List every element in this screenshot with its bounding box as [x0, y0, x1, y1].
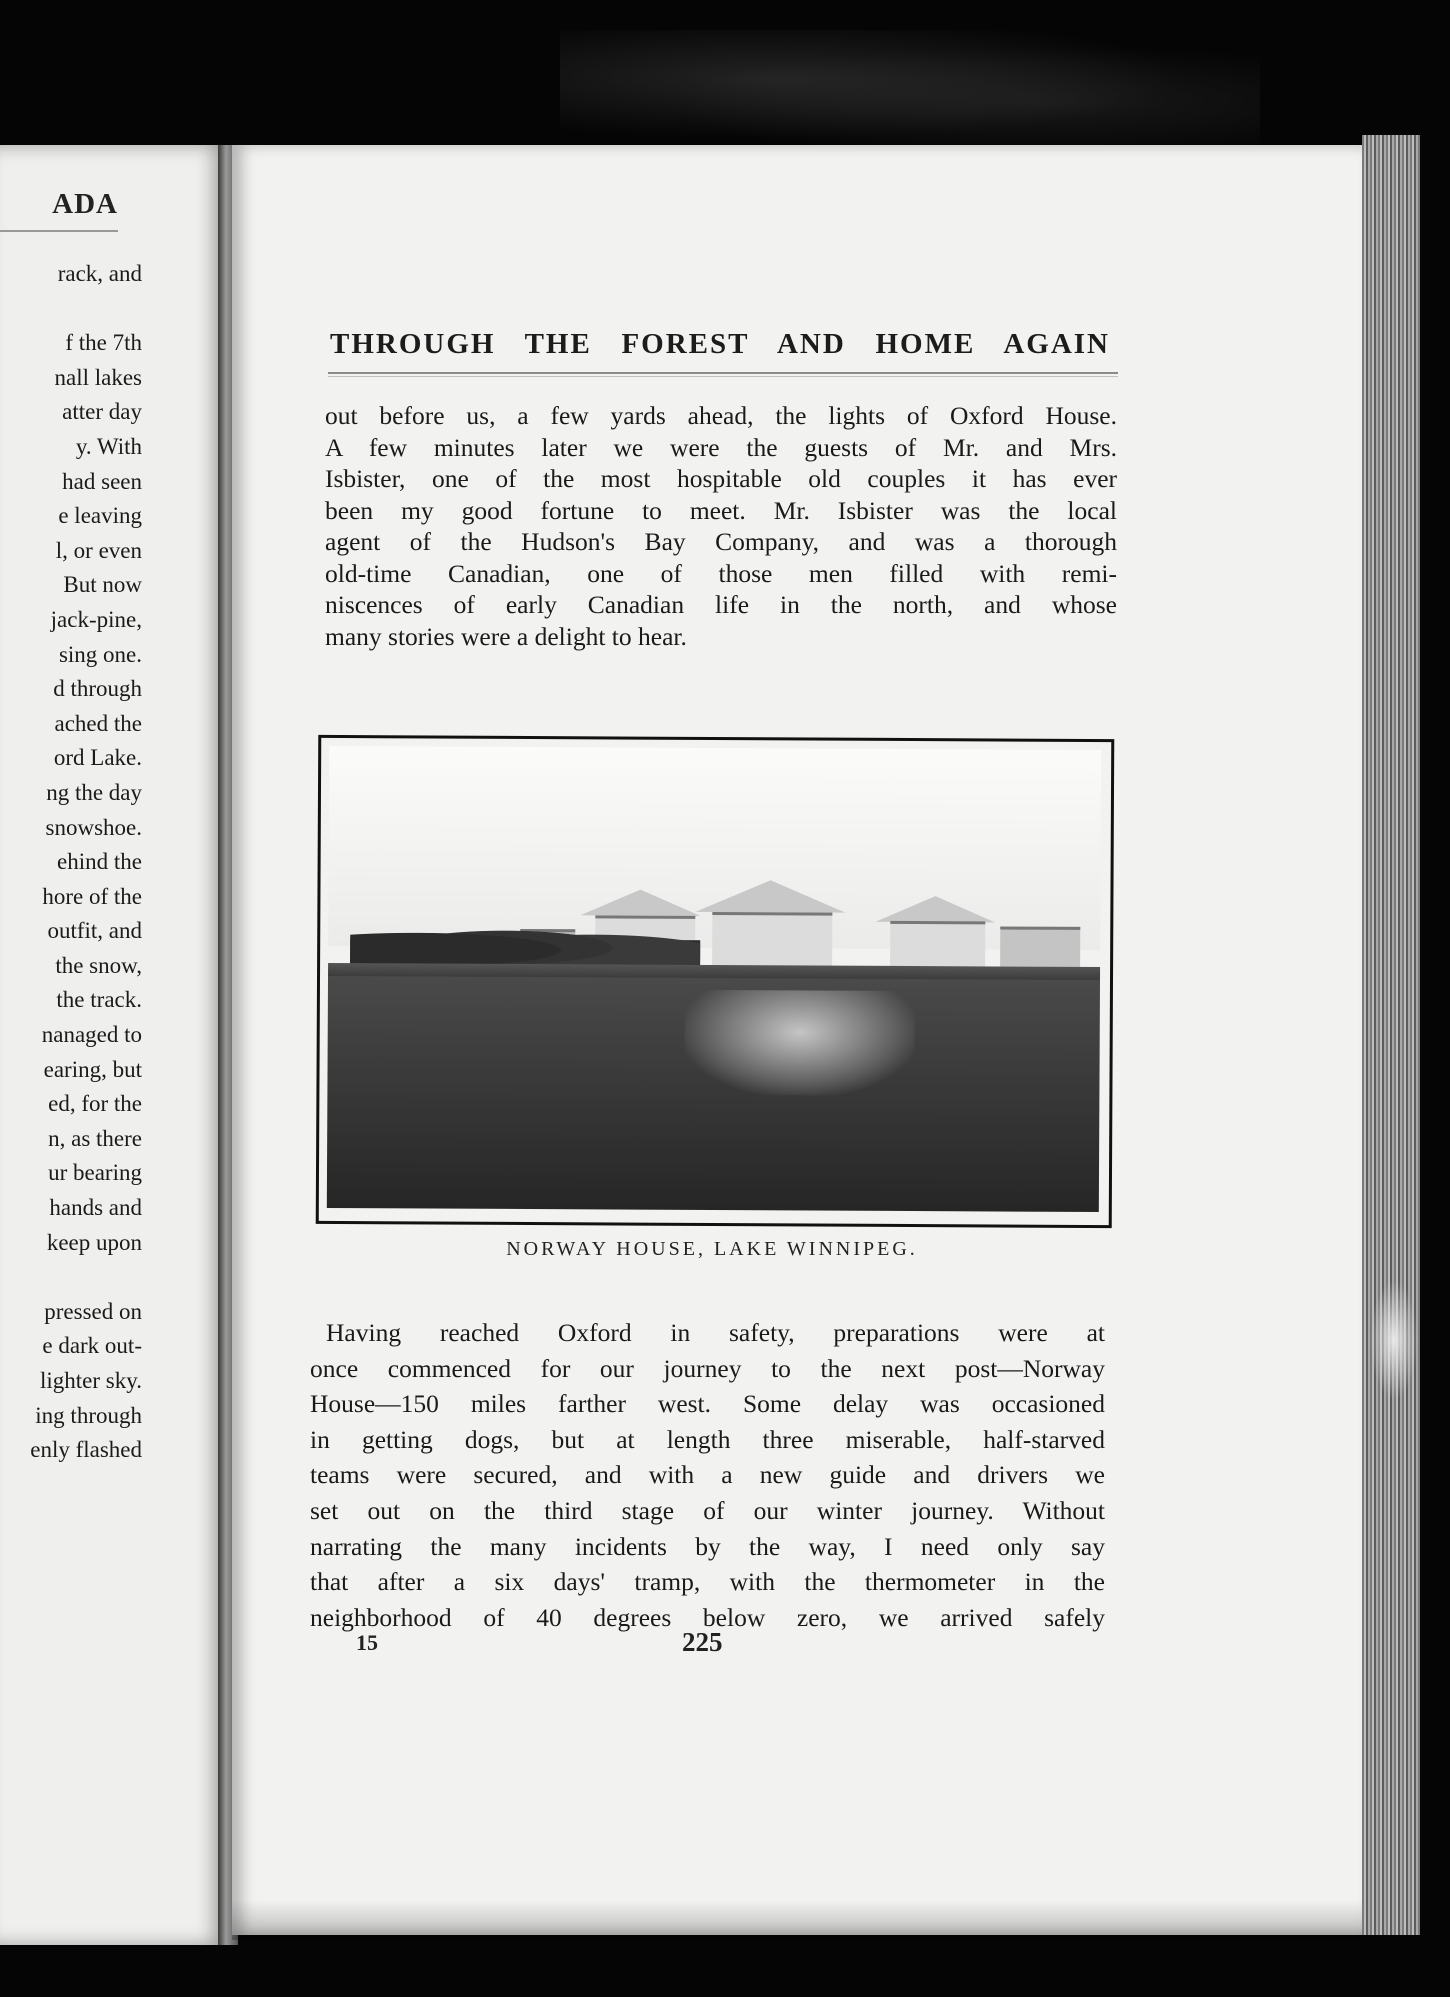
- text-line: hore of the: [42, 883, 142, 909]
- left-running-head: ADA: [52, 188, 118, 220]
- text-line: the snow,: [55, 952, 142, 978]
- text-line: out before us, a few yards ahead, the lights of Oxford House.: [325, 401, 1117, 430]
- text-line: earing, but: [43, 1056, 142, 1082]
- text-line: Isbister, one of the most hospitable old couples it has ever: [325, 464, 1117, 493]
- paragraph-bottom: [310, 1315, 1105, 1635]
- photo-roof: [580, 889, 700, 916]
- text-line: f the 7th: [65, 330, 142, 356]
- text-line: House—150 miles farther west. Some delay was occasioned: [310, 1389, 1105, 1419]
- text-line: [0, 292, 142, 327]
- text-line: jack-pine,: [50, 606, 142, 632]
- text-line: old-time Canadian, one of those men filled with remi-: [325, 558, 1117, 588]
- text-line: atter day: [62, 399, 142, 425]
- photo-caption: NORWAY HOUSE, LAKE WINNIPEG.: [506, 1238, 918, 1260]
- text-line: the track.: [56, 987, 142, 1013]
- text-line: hands and: [49, 1195, 142, 1221]
- text-line: been my good fortune to meet. Mr. Isbister was the local: [325, 495, 1117, 525]
- signature-mark: 15: [356, 1630, 378, 1655]
- photo-roof: [695, 880, 845, 913]
- text-line: y. With: [75, 433, 142, 459]
- text-line: ng the day: [46, 779, 142, 805]
- text-line: ehind the: [57, 849, 142, 875]
- text-line: nanaged to: [41, 1022, 142, 1048]
- text-line: ing through: [35, 1402, 142, 1428]
- text-line: keep upon: [46, 1229, 142, 1255]
- text-line: l, or even: [55, 537, 142, 563]
- text-line: ur bearing: [48, 1160, 142, 1186]
- text-line: in getting dogs, but at length three miserable, half-starved: [310, 1424, 1105, 1454]
- text-line: agent of the Hudson's Bay Company, and was a thorough: [325, 527, 1117, 556]
- text-line: once commenced for our journey to the next post—Norway: [310, 1353, 1105, 1383]
- running-head: THROUGH THE FOREST AND HOME AGAIN: [330, 328, 1110, 360]
- text-line: niscences of early Canadian life in the north, and whose: [325, 590, 1117, 619]
- text-line: neighborhood of 40 degrees below zero, we arrived safely: [310, 1602, 1105, 1632]
- text-line: narrating the many incidents by the way, I need only say: [310, 1531, 1105, 1561]
- text-line: rack, and: [57, 261, 142, 286]
- text-line: had seen: [62, 468, 142, 494]
- scan-background-noise: [560, 30, 1260, 150]
- text-line: outfit, and: [47, 918, 142, 944]
- photograph-norway-house: [316, 735, 1115, 1228]
- text-line: e dark out-: [42, 1333, 142, 1359]
- page-edges: [1362, 135, 1420, 1935]
- text-line: nall lakes: [54, 364, 142, 390]
- photo-building: [712, 912, 832, 970]
- page-number: 225: [682, 1627, 723, 1657]
- text-line: that after a six days' tramp, with the thermometer in the: [310, 1567, 1105, 1597]
- photo-building: [890, 921, 985, 970]
- text-line: Having reached Oxford in safety, preparations were at: [326, 1318, 1105, 1347]
- text-line: ed, for the: [48, 1091, 142, 1117]
- text-line: many stories were a delight to hear.: [325, 621, 687, 651]
- text-line: n, as there: [48, 1125, 142, 1151]
- text-line: lighter sky.: [40, 1368, 142, 1393]
- text-line: [0, 1260, 142, 1295]
- text-line: ord Lake.: [53, 745, 142, 771]
- photo-reflection-glare: [684, 990, 915, 1096]
- text-line: d through: [53, 676, 142, 702]
- text-line: enly flashed: [30, 1437, 142, 1463]
- photo-building: [1000, 926, 1080, 969]
- head-rule-secondary: [328, 376, 1118, 377]
- text-line: pressed on: [44, 1298, 142, 1324]
- text-line: A few minutes later we were the guests of Mr. and Mrs.: [325, 432, 1117, 462]
- photo-roof: [875, 896, 995, 923]
- paragraph-top: [325, 400, 1117, 652]
- text-line: e leaving: [58, 503, 142, 529]
- head-rule: [328, 372, 1118, 374]
- text-line: teams were secured, and with a new guide and drivers we: [310, 1460, 1105, 1490]
- page-edge-tear: [1370, 1280, 1418, 1400]
- left-head-rule: [0, 230, 118, 232]
- text-line: set out on the third stage of our winter journey. Without: [310, 1495, 1105, 1525]
- text-line: ached the: [54, 710, 142, 736]
- text-line: snowshoe.: [45, 814, 142, 840]
- left-page-text: [0, 257, 142, 1468]
- page-bottom-shadow: [232, 1900, 1362, 1940]
- text-line: But now: [63, 572, 142, 598]
- text-line: sing one.: [58, 641, 142, 667]
